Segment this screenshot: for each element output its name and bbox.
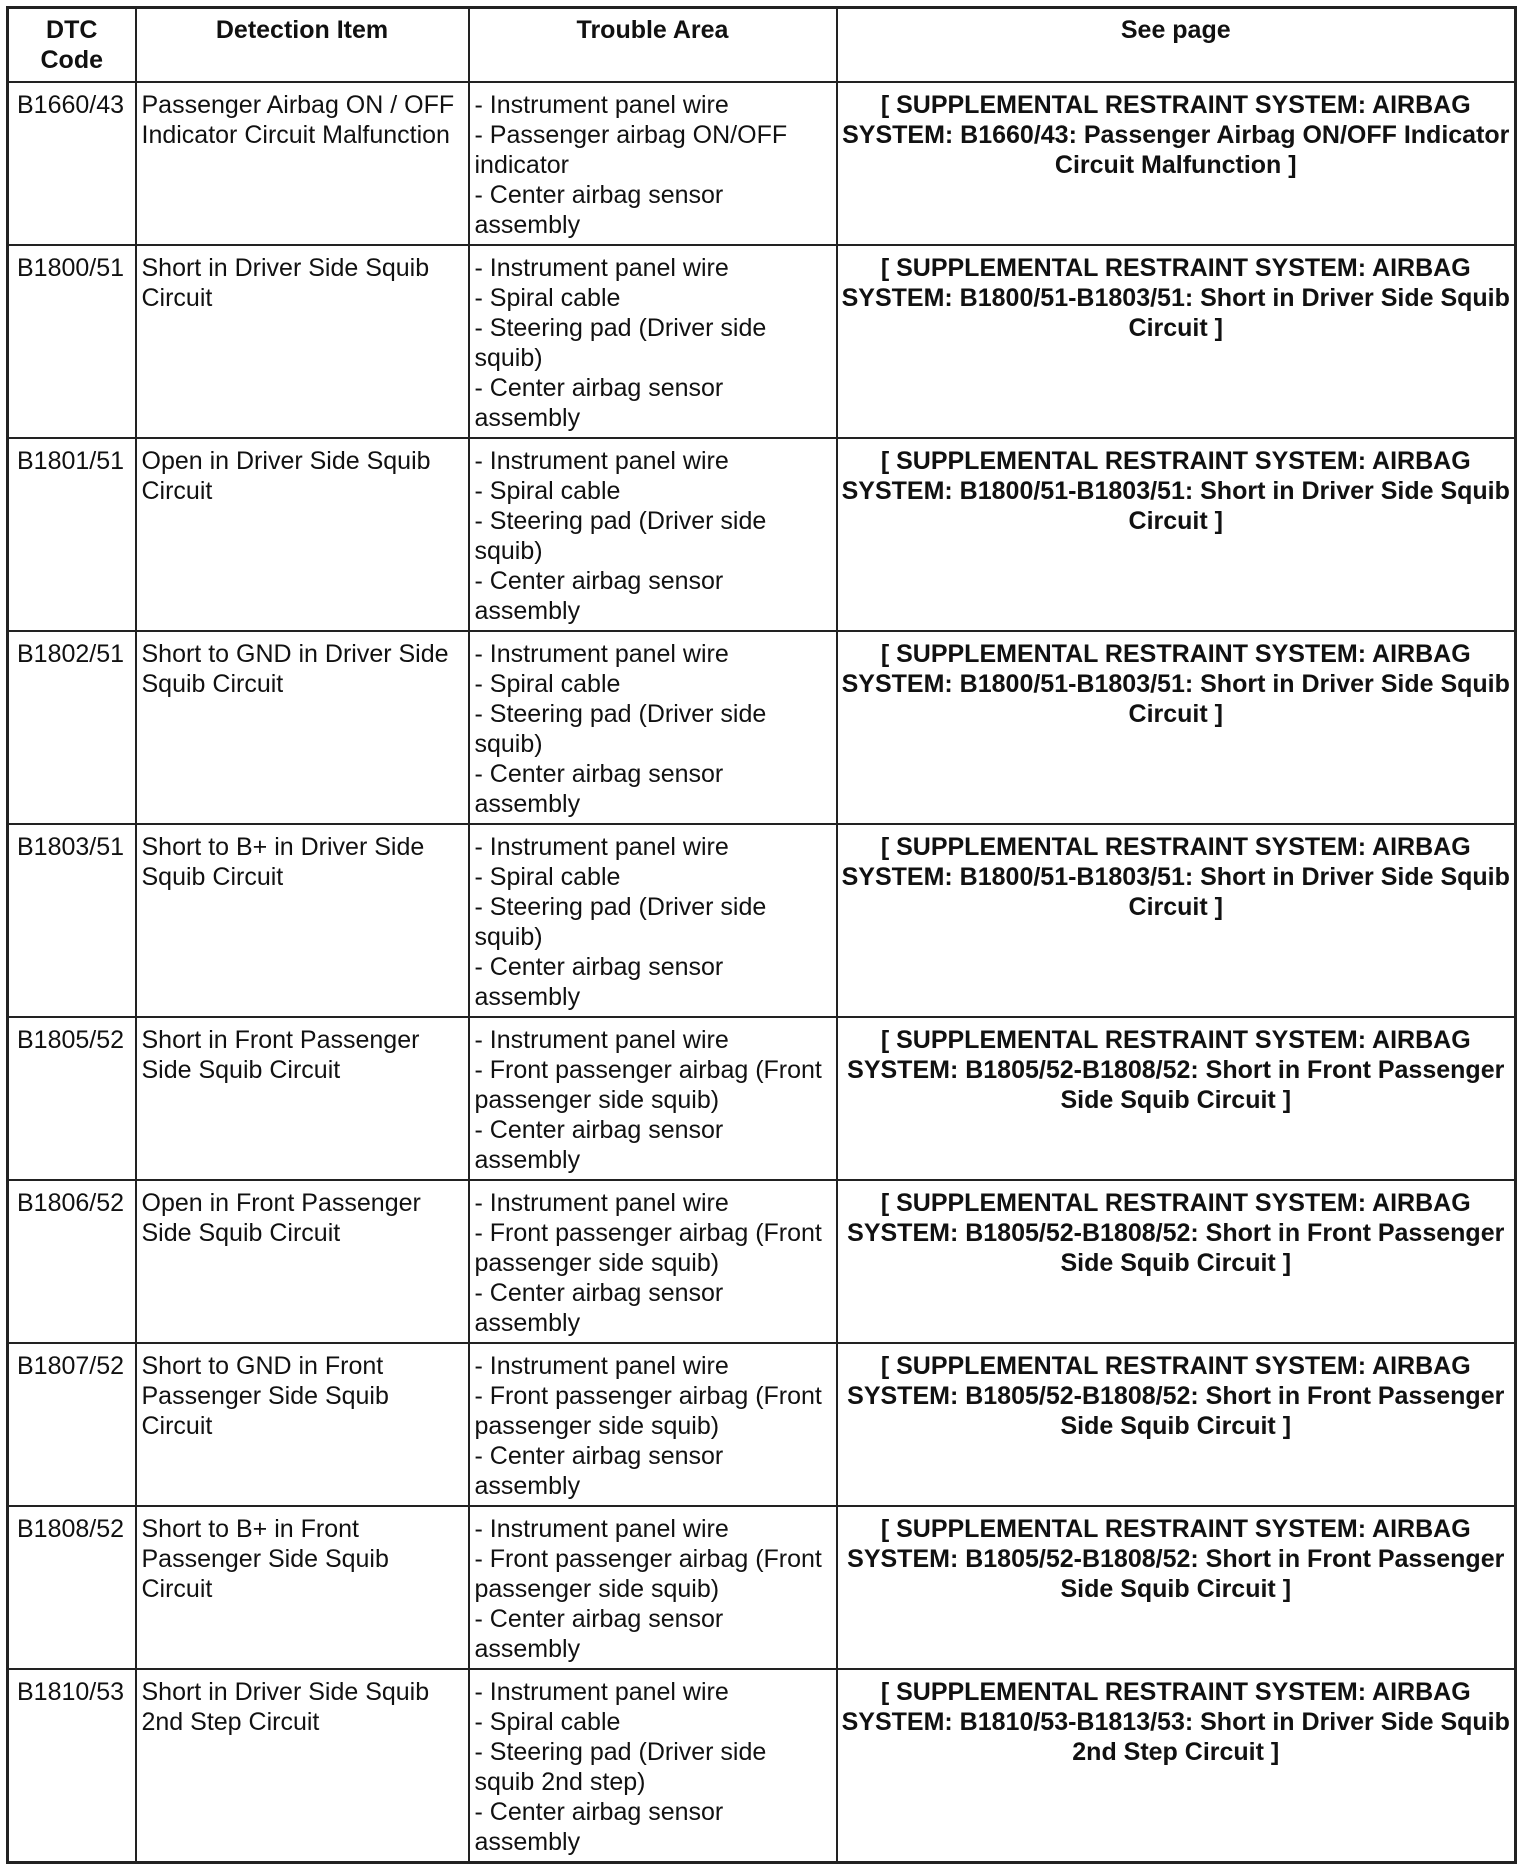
dtc-code-cell: B1800/51 [8, 245, 136, 438]
see-page-link[interactable]: [ SUPPLEMENTAL RESTRAINT SYSTEM: AIRBAG SYSTEM: B1810/53-B1813/53: Short in Driver Side Squib 2nd Step Circuit ] [837, 1669, 1516, 1863]
see-page-link[interactable]: [ SUPPLEMENTAL RESTRAINT SYSTEM: AIRBAG SYSTEM: B1800/51-B1803/51: Short in Driver Side Squib Circuit ] [837, 438, 1516, 631]
trouble-area-item: - Steering pad (Driver side squib) [474, 314, 767, 372]
dtc-code-cell: B1807/52 [8, 1343, 136, 1506]
trouble-area-item: - Instrument panel wire [474, 640, 729, 668]
trouble-area-item: - Instrument panel wire [474, 1026, 729, 1054]
column-header-dtc-code: DTC Code [8, 8, 136, 83]
detection-item-cell: Open in Front Passenger Side Squib Circuit [136, 1180, 469, 1343]
see-page-link[interactable]: [ SUPPLEMENTAL RESTRAINT SYSTEM: AIRBAG SYSTEM: B1805/52-B1808/52: Short in Front Passenger Side Squib Circuit ] [837, 1017, 1516, 1180]
table-row [8, 824, 1516, 1017]
trouble-area-cell [469, 1506, 837, 1669]
detection-item-cell: Passenger Airbag ON / OFF Indicator Circuit Malfunction [136, 82, 469, 245]
trouble-area-cell [469, 631, 837, 824]
see-page-link[interactable]: [ SUPPLEMENTAL RESTRAINT SYSTEM: AIRBAG SYSTEM: B1660/43: Passenger Airbag ON/OFF Indicator Circuit Malfunction ] [837, 82, 1516, 245]
trouble-area-item: - Instrument panel wire [474, 1515, 729, 1543]
trouble-area-item: - Center airbag sensor assembly [474, 1605, 724, 1663]
dtc-code-cell: B1808/52 [8, 1506, 136, 1669]
dtc-code-cell: B1806/52 [8, 1180, 136, 1343]
trouble-area-item: - Front passenger airbag (Front passenger side squib) [474, 1219, 822, 1277]
trouble-area-cell [469, 1180, 837, 1343]
trouble-area-item: - Instrument panel wire [474, 91, 729, 119]
trouble-area-item: - Instrument panel wire [474, 1189, 729, 1217]
dtc-code-cell: B1810/53 [8, 1669, 136, 1863]
trouble-area-item: - Spiral cable [474, 863, 621, 891]
column-header-detection-item: Detection Item [136, 8, 469, 83]
trouble-area-cell [469, 245, 837, 438]
detection-item-cell: Short to B+ in Front Passenger Side Squib Circuit [136, 1506, 469, 1669]
trouble-area-cell [469, 438, 837, 631]
table-row [8, 1180, 1516, 1343]
table-row [8, 1343, 1516, 1506]
column-header-trouble-area: Trouble Area [469, 8, 837, 83]
see-page-link[interactable]: [ SUPPLEMENTAL RESTRAINT SYSTEM: AIRBAG SYSTEM: B1805/52-B1808/52: Short in Front Passenger Side Squib Circuit ] [837, 1343, 1516, 1506]
trouble-area-item: - Steering pad (Driver side squib 2nd step) [474, 1738, 767, 1796]
detection-item-cell: Short to GND in Front Passenger Side Squib Circuit [136, 1343, 469, 1506]
see-page-link[interactable]: [ SUPPLEMENTAL RESTRAINT SYSTEM: AIRBAG SYSTEM: B1800/51-B1803/51: Short in Driver Side Squib Circuit ] [837, 824, 1516, 1017]
trouble-area-item: - Instrument panel wire [474, 447, 729, 475]
trouble-area-item: - Center airbag sensor assembly [474, 953, 724, 1011]
column-header-see-page: See page [837, 8, 1516, 83]
trouble-area-item: - Center airbag sensor assembly [474, 1116, 724, 1174]
trouble-area-item: - Front passenger airbag (Front passenger side squib) [474, 1382, 822, 1440]
dtc-code-cell: B1801/51 [8, 438, 136, 631]
trouble-area-item: - Center airbag sensor assembly [474, 181, 724, 239]
trouble-area-item: - Center airbag sensor assembly [474, 567, 724, 625]
trouble-area-item: - Steering pad (Driver side squib) [474, 700, 767, 758]
detection-item-cell: Short in Front Passenger Side Squib Circuit [136, 1017, 469, 1180]
trouble-area-item: - Instrument panel wire [474, 833, 729, 861]
trouble-area-item: - Instrument panel wire [474, 1678, 729, 1706]
trouble-area-item: - Steering pad (Driver side squib) [474, 507, 767, 565]
table-row [8, 1669, 1516, 1863]
dtc-code-cell: B1802/51 [8, 631, 136, 824]
detection-item-cell: Short in Driver Side Squib Circuit [136, 245, 469, 438]
dtc-table [6, 6, 1517, 1864]
table-row [8, 438, 1516, 631]
dtc-code-cell: B1803/51 [8, 824, 136, 1017]
table-row [8, 1017, 1516, 1180]
trouble-area-item: - Center airbag sensor assembly [474, 1798, 724, 1856]
trouble-area-item: - Center airbag sensor assembly [474, 1442, 724, 1500]
trouble-area-item: - Front passenger airbag (Front passenger side squib) [474, 1056, 822, 1114]
dtc-table-container [6, 6, 1514, 1864]
trouble-area-item: - Center airbag sensor assembly [474, 374, 724, 432]
detection-item-cell: Short in Driver Side Squib 2nd Step Circuit [136, 1669, 469, 1863]
trouble-area-cell [469, 82, 837, 245]
detection-item-cell: Short to GND in Driver Side Squib Circuit [136, 631, 469, 824]
trouble-area-item: - Spiral cable [474, 477, 621, 505]
trouble-area-item: - Spiral cable [474, 670, 621, 698]
trouble-area-item: - Passenger airbag ON/OFF indicator [474, 121, 788, 179]
trouble-area-item: - Spiral cable [474, 284, 621, 312]
see-page-link[interactable]: [ SUPPLEMENTAL RESTRAINT SYSTEM: AIRBAG SYSTEM: B1805/52-B1808/52: Short in Front Passenger Side Squib Circuit ] [837, 1506, 1516, 1669]
trouble-area-item: - Center airbag sensor assembly [474, 760, 724, 818]
table-body [8, 82, 1516, 1863]
table-header-row [8, 8, 1516, 83]
trouble-area-item: - Front passenger airbag (Front passenger side squib) [474, 1545, 822, 1603]
see-page-link[interactable]: [ SUPPLEMENTAL RESTRAINT SYSTEM: AIRBAG SYSTEM: B1800/51-B1803/51: Short in Driver Side Squib Circuit ] [837, 631, 1516, 824]
trouble-area-item: - Spiral cable [474, 1708, 621, 1736]
trouble-area-item: - Center airbag sensor assembly [474, 1279, 724, 1337]
trouble-area-item: - Steering pad (Driver side squib) [474, 893, 767, 951]
table-row [8, 631, 1516, 824]
table-row [8, 1506, 1516, 1669]
trouble-area-item: - Instrument panel wire [474, 1352, 729, 1380]
trouble-area-cell [469, 1343, 837, 1506]
detection-item-cell: Open in Driver Side Squib Circuit [136, 438, 469, 631]
table-row [8, 82, 1516, 245]
see-page-link[interactable]: [ SUPPLEMENTAL RESTRAINT SYSTEM: AIRBAG SYSTEM: B1805/52-B1808/52: Short in Front Passenger Side Squib Circuit ] [837, 1180, 1516, 1343]
detection-item-cell: Short to B+ in Driver Side Squib Circuit [136, 824, 469, 1017]
table-row [8, 245, 1516, 438]
trouble-area-cell [469, 824, 837, 1017]
dtc-code-cell: B1660/43 [8, 82, 136, 245]
trouble-area-item: - Instrument panel wire [474, 254, 729, 282]
trouble-area-cell [469, 1669, 837, 1863]
see-page-link[interactable]: [ SUPPLEMENTAL RESTRAINT SYSTEM: AIRBAG SYSTEM: B1800/51-B1803/51: Short in Driver Side Squib Circuit ] [837, 245, 1516, 438]
trouble-area-cell [469, 1017, 837, 1180]
dtc-code-cell: B1805/52 [8, 1017, 136, 1180]
